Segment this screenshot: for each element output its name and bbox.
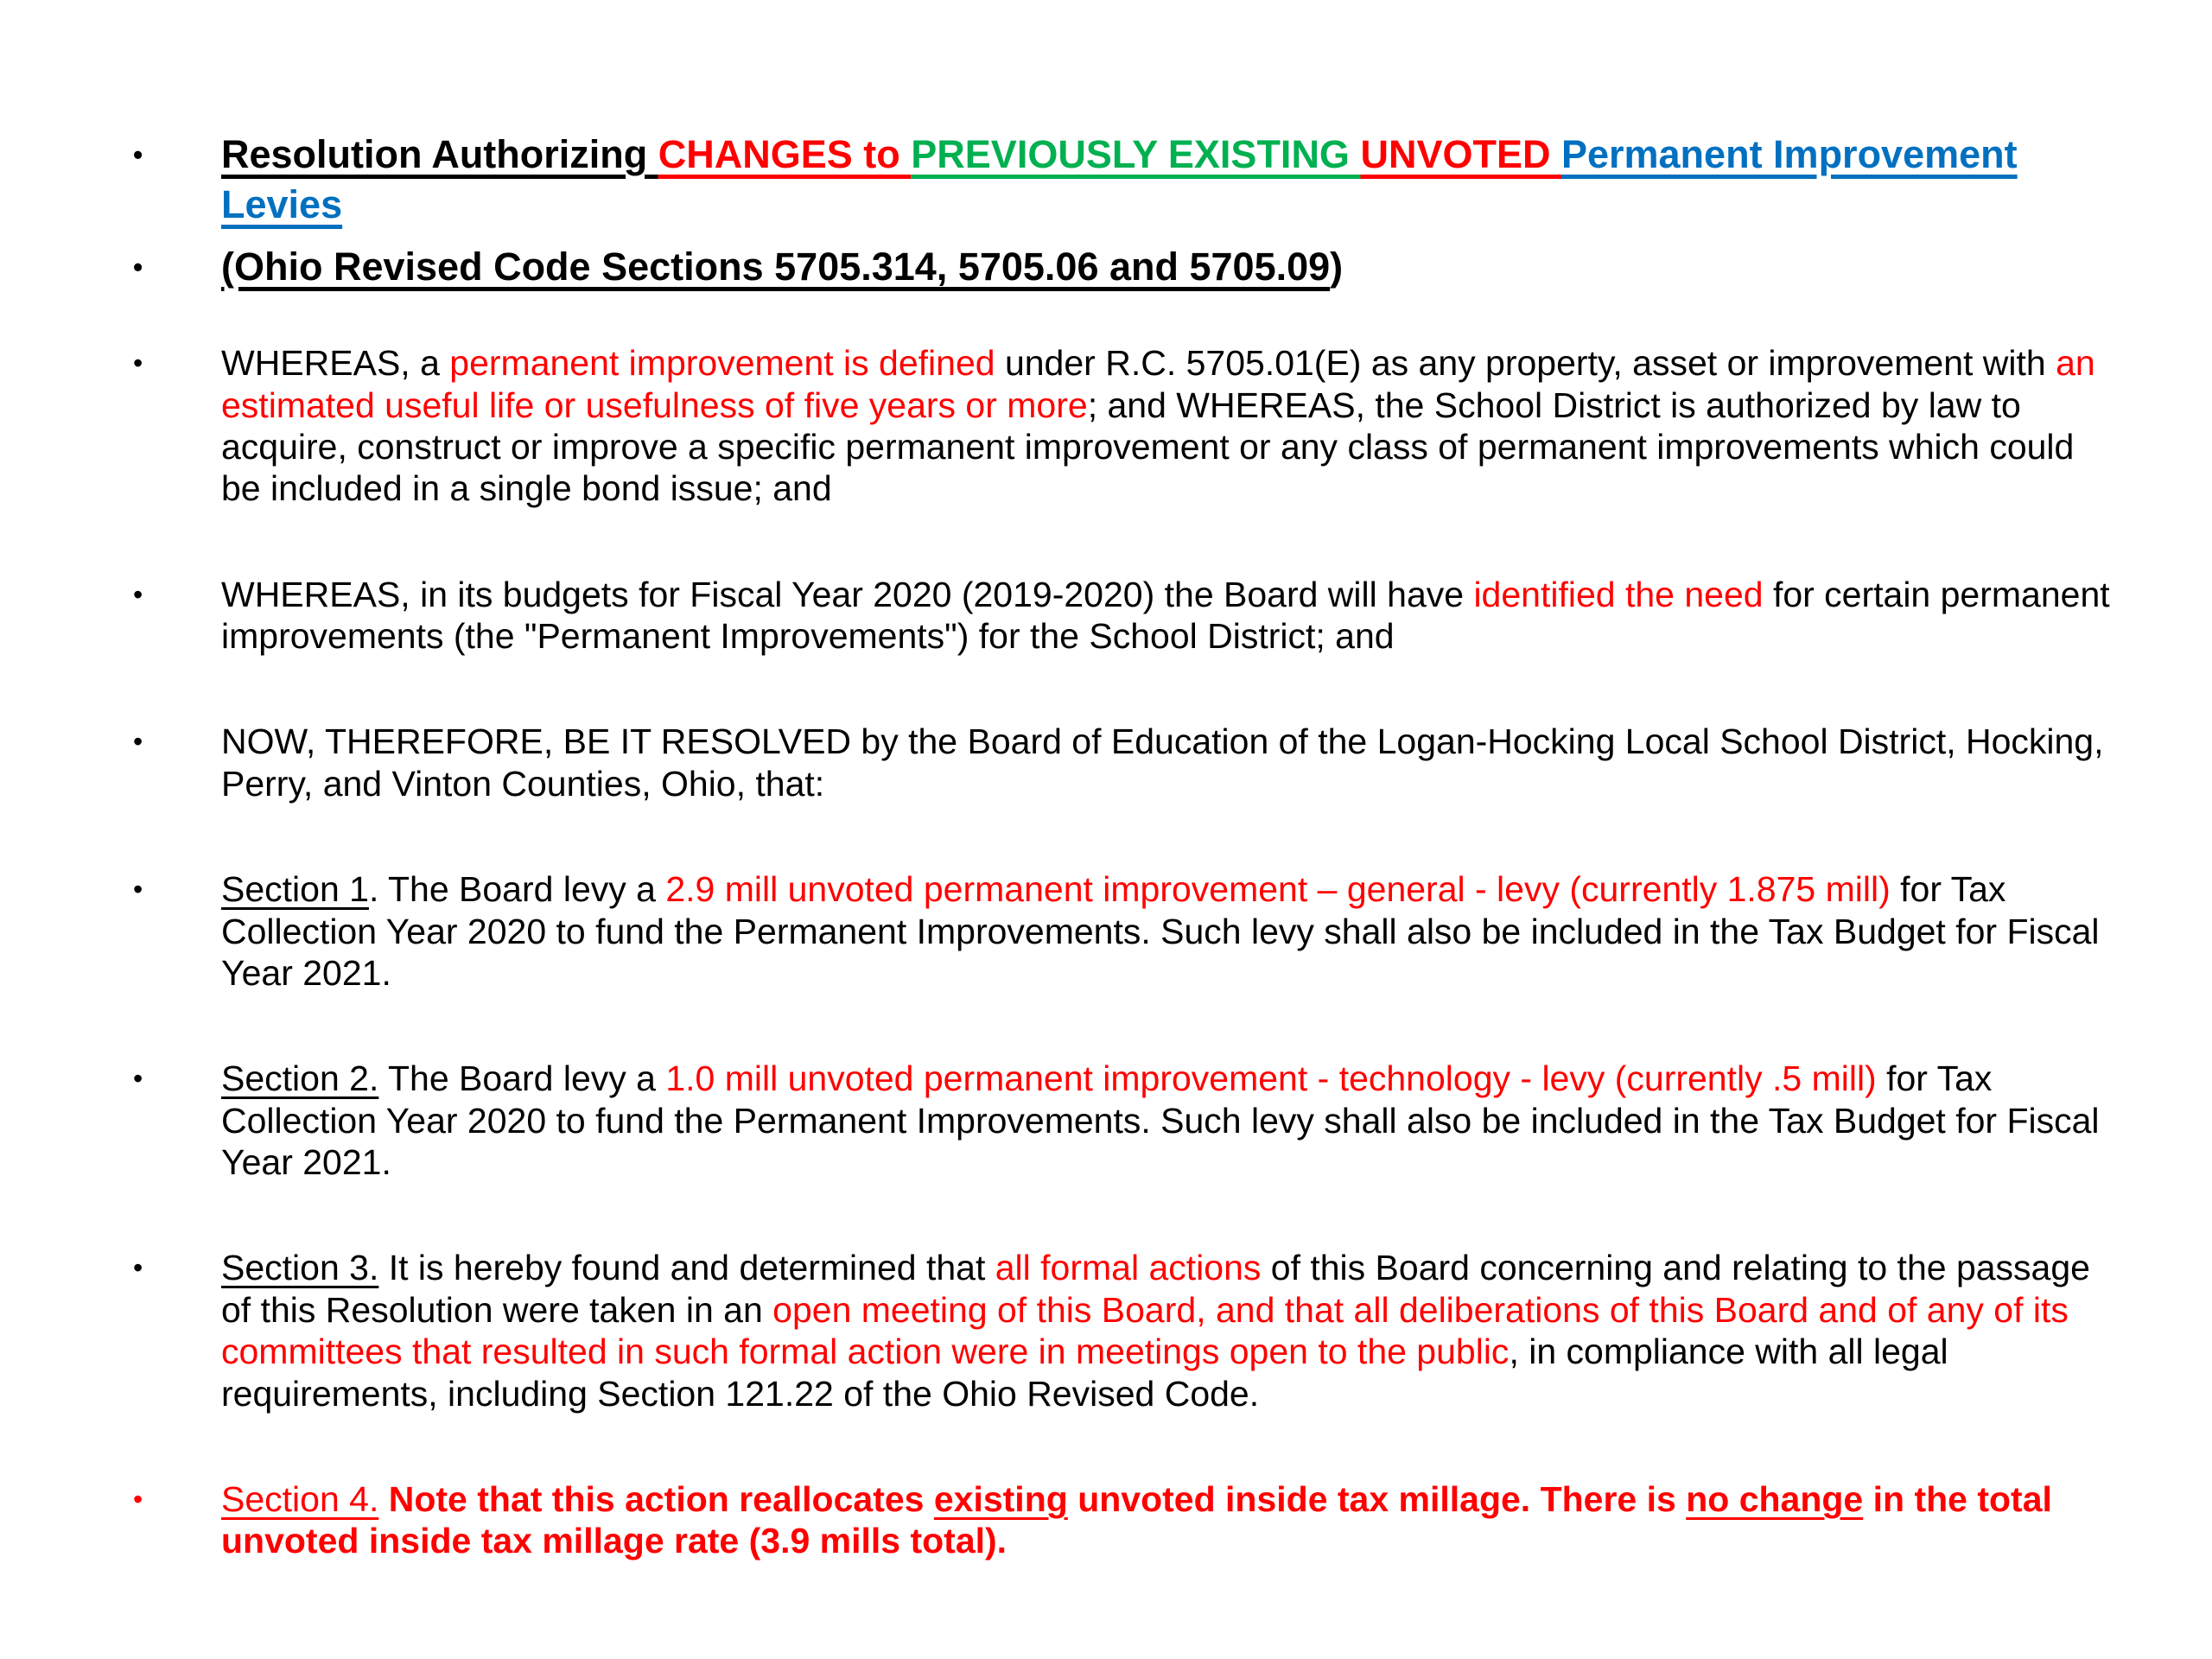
text-run: WHEREAS, in its budgets for Fiscal Year 2020 (2019-2020) the Board will have — [221, 574, 1474, 614]
section-3 — [131, 1247, 2119, 1414]
text-run: ; and WHEREAS, the School District is authorized by law to acquire, construct or improve a specific permanent improvement or any class of permanent improvements which could be included in a single bond issue; and — [221, 385, 2075, 509]
text-run: of this Board concerning and relating to the passage of this Resolution were taken in an — [221, 1248, 2090, 1330]
bullet-text — [221, 721, 2119, 804]
text-run: Section 4. — [221, 1478, 379, 1519]
text-run: in the total unvoted inside tax millage rate (3.9 mills total). — [221, 1478, 2052, 1561]
text-run: 2.9 mill unvoted permanent improvement – general - levy (currently 1.875 mill) — [665, 869, 1891, 910]
text-run: under R.C. 5705.01(E) as any property, asset or improvement with — [995, 343, 2056, 384]
bullet-list — [131, 130, 2119, 1626]
bullet-dot: • — [133, 251, 143, 283]
text-run: existing — [933, 1478, 1068, 1519]
text-run: ) — [1330, 245, 1344, 289]
text-run: for certain permanent improvements (the "Permanent Improvements") for the School District; and — [221, 574, 2110, 657]
bullet-text — [221, 242, 2119, 292]
text-run: for Tax Collection Year 2020 to fund the Permanent Improvements. Such levy shall also be included in the Tax Budget for Fiscal Year 2021. — [221, 869, 2100, 993]
text-run: permanent improvement is defined — [449, 343, 995, 384]
bullet-text — [221, 574, 2119, 658]
text-run: PREVIOUSLY EXISTING — [911, 132, 1361, 176]
text-run: NOW, THEREFORE, BE IT RESOLVED by the Board of Education of the Logan-Hocking Local School District, Hocking, Perry, and Vinton Counties, Ohio, that: — [221, 721, 2104, 804]
text-run: 1.0 mill unvoted permanent improvement - technology - levy (currently .5 mill) — [665, 1058, 1877, 1099]
whereas-budgets — [131, 574, 2119, 658]
text-run: CHANGES to — [658, 132, 912, 176]
text-run: Section 3. — [221, 1248, 379, 1288]
text-run: all formal actions — [995, 1248, 1262, 1288]
text-run: unvoted inside tax millage. There is — [1067, 1478, 1687, 1519]
bullet-dot: • — [133, 1483, 143, 1515]
text-run — [378, 1479, 388, 1519]
text-run: identified the need — [1473, 574, 1764, 614]
text-run: , in compliance with all legal requirements, including Section 121.22 of the Ohio Revised Code. — [221, 1332, 1948, 1414]
text-run: no change — [1686, 1478, 1864, 1519]
bullet-text — [221, 868, 2119, 994]
bullet-dot: • — [133, 726, 143, 758]
bullet-dot: • — [133, 1063, 143, 1095]
text-run: for Tax Collection Year 2020 to fund the Permanent Improvements. Such levy shall also be included in the Tax Budget for Fiscal Year 2021. — [221, 1058, 2100, 1183]
title-line-1 — [131, 130, 2119, 229]
bullet-dot: • — [133, 874, 143, 906]
bullet-dot: • — [133, 1252, 143, 1284]
bullet-dot: • — [133, 347, 143, 379]
text-run: Section 2. — [221, 1058, 379, 1099]
now-therefore — [131, 721, 2119, 804]
text-run: an estimated useful life or usefulness of five years or more — [221, 343, 2095, 425]
whereas-definition — [131, 342, 2119, 510]
section-4 — [131, 1478, 2119, 1562]
title-line-2 — [131, 242, 2119, 292]
text-run: (Ohio Revised Code Sections 5705.314, 5705.06 and 5705.09 — [221, 245, 1331, 289]
text-run: . The Board levy a — [368, 869, 666, 910]
text-run: The Board levy a — [378, 1058, 666, 1099]
section-1 — [131, 868, 2119, 994]
text-run: WHEREAS, a — [221, 343, 450, 384]
bullet-dot: • — [133, 139, 143, 170]
text-run: Section 1 — [221, 869, 369, 910]
section-2 — [131, 1058, 2119, 1183]
text-run: It is hereby found and determined that — [378, 1248, 995, 1288]
text-run: Resolution Authorizing — [221, 132, 658, 176]
bullet-text — [221, 342, 2119, 510]
bullet-dot: • — [133, 578, 143, 610]
text-run: UNVOTED — [1360, 132, 1561, 176]
bullet-text — [221, 1247, 2119, 1414]
text-run: Note that this action reallocates — [388, 1478, 934, 1519]
text-run: Permanent Improvement Levies — [221, 132, 2018, 226]
bullet-text — [221, 1478, 2119, 1562]
bullet-text — [221, 1058, 2119, 1183]
text-run: open meeting of this Board, and that all deliberations of this Board and of any of its committees that resulted in such formal action were in meetings open to the public — [221, 1289, 2069, 1372]
bullet-text — [221, 130, 2119, 229]
